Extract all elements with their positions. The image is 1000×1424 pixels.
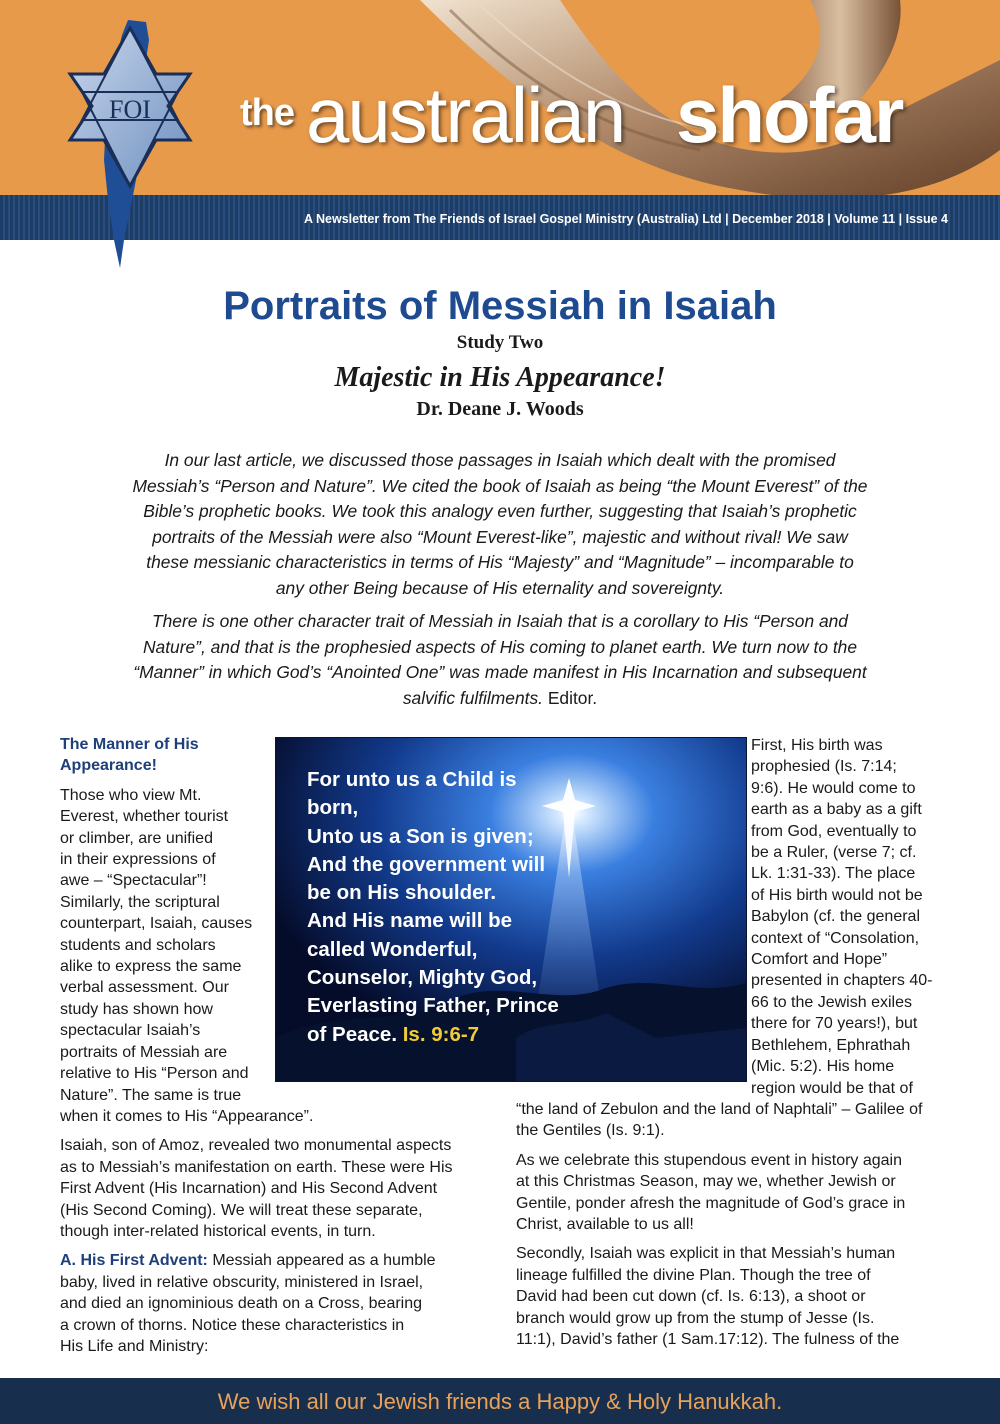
text-line: when it comes to His “Appearance”.	[60, 1107, 314, 1125]
footer-banner	[0, 1378, 1000, 1424]
verse-line: be on His shoulder.	[307, 881, 497, 905]
text-line: Those who view Mt.	[60, 786, 202, 804]
text-line: Christ, available to us all!	[516, 1216, 694, 1234]
text-line: prophesied (Is. 7:14;	[751, 758, 897, 776]
text-line: “the land of Zebulon and the land of Naphtali” – Galilee of	[516, 1101, 923, 1118]
text-line: verbal assessment. Our	[60, 979, 229, 997]
text-line: Lk. 1:31-33). The place	[751, 865, 916, 883]
article-author: Dr. Deane J. Woods	[416, 398, 584, 420]
left-paragraph-3	[60, 1250, 480, 1357]
text-line: earth as a baby as a gift	[751, 801, 922, 819]
text-line: or climber, are unified	[60, 829, 213, 847]
text-line: alike to express the same	[60, 958, 242, 976]
newsletter-info: A Newsletter from The Friends of Israel Gospel Ministry (Australia) Ltd | December 2018 | Volume 11 | Issue 4	[303, 212, 948, 226]
text-line: Babylon (cf. the general	[751, 908, 920, 926]
text-line: First Advent (His Incarnation) and His Second Advent	[60, 1180, 438, 1198]
masthead-title-the: the	[240, 92, 294, 134]
text-line: 11:1), David’s father (1 Sam.17:12). The fulness of the	[516, 1331, 900, 1349]
text-line: the Gentiles (Is. 9:1).	[516, 1122, 665, 1140]
isaiah-verse-image	[275, 737, 747, 1082]
verse-line: And His name will be	[307, 909, 513, 933]
verse-line: Counselor, Mighty God,	[307, 966, 538, 990]
text-line: as to Messiah’s manifestation on earth. These were His	[60, 1158, 453, 1176]
text-line: from God, eventually to	[751, 822, 917, 840]
foi-logo-star-icon	[50, 0, 210, 275]
verse-line: called Wonderful,	[307, 937, 478, 961]
text-line: a crown of thorns. Notice these characteristics in	[60, 1316, 405, 1334]
text-line: lineage fulfilled the divine Plan. Though the tree of	[516, 1266, 871, 1284]
text-line: branch would grow up from the stump of Jesse (Is.	[516, 1309, 875, 1327]
text-line: Messiah appeared as a humble	[207, 1252, 436, 1270]
text-line: be a Ruler, (verse 7; cf.	[751, 844, 917, 862]
right-paragraph-1-continued	[516, 1099, 956, 1142]
text-line: portraits of Messiah are	[60, 1043, 228, 1061]
intro-paragraph-2-text: There is one other character trait of Messiah in Isaiah that is a corollary to His “Person and Nature”, and that is the prophesied aspects of His coming to planet earth. We turn now to the “Manner” in which God’s “Anointed One” was made manifest in His Incarnation and subsequent salvific fulfilments.	[133, 611, 867, 708]
text-line: 66 to the Jewish exiles	[751, 993, 912, 1011]
verse-line: Unto us a Son is given;	[307, 824, 534, 848]
text-line: relative to His “Person and	[60, 1065, 249, 1083]
text-line: David had been cut down (cf. Is. 6:13), a shoot or	[516, 1288, 866, 1306]
masthead-title-shofar: shofar	[676, 71, 903, 159]
intro-paragraph-2	[130, 609, 870, 711]
logo-text: FOI	[109, 95, 151, 124]
text-line: and died an ignominious death on a Cross, bearing	[60, 1295, 423, 1313]
verse-reference: Is. 9:6-7	[402, 1022, 480, 1046]
intro-editor: Editor.	[547, 687, 598, 708]
verse-line: Everlasting Father, Prince	[307, 994, 559, 1018]
right-paragraph-3	[516, 1243, 956, 1350]
text-line: at this Christmas Season, may we, whether Jewish or	[516, 1173, 896, 1191]
text-line: there for 70 years!), but	[751, 1015, 918, 1033]
left-paragraph-2	[60, 1135, 480, 1242]
right-paragraph-2	[516, 1150, 956, 1236]
text-line: Bethlehem, Ephrathah	[751, 1036, 911, 1054]
verse-line: born,	[307, 796, 359, 820]
text-line: awe – “Spectacular”!	[60, 872, 207, 890]
text-line: region would be that of	[751, 1079, 913, 1097]
footer-greeting: We wish all our Jewish friends a Happy & Holy Hanukkah.	[217, 1389, 783, 1414]
text-line: though inter-related historical events, in turn.	[60, 1222, 376, 1240]
text-line: As we celebrate this stupendous event in history again	[516, 1151, 903, 1169]
text-line: Isaiah, son of Amoz, revealed two monumental aspects	[60, 1137, 452, 1155]
article-title: Portraits of Messiah in Isaiah	[223, 284, 777, 328]
article-intro	[130, 448, 870, 719]
verse-line: of Peace.	[307, 1022, 398, 1046]
text-line: of His birth would not be	[751, 886, 923, 904]
article-subtitle: Majestic in His Appearance!	[334, 362, 666, 393]
right-column-top	[751, 735, 951, 1107]
section-heading: The Manner of His Appearance!	[60, 736, 199, 775]
text-line: context of “Consolation,	[751, 929, 920, 947]
text-line: Comfort and Hope”	[751, 951, 888, 969]
right-paragraph-1	[751, 735, 951, 1099]
text-line: study has shown how	[60, 1000, 213, 1018]
text-line: Everest, whether tourist	[60, 808, 229, 826]
text-line: in their expressions of	[60, 851, 216, 869]
text-line: students and scholars	[60, 936, 216, 954]
text-line: spectacular Isaiah’s	[60, 1022, 201, 1040]
text-line: 9:6). He would come to	[751, 779, 916, 797]
verse-line: For unto us a Child is	[307, 768, 517, 791]
article-study: Study Two	[456, 332, 544, 353]
right-column-bottom	[516, 1099, 956, 1358]
text-line: (Mic. 5:2). His home	[751, 1058, 895, 1076]
text-line: Nature”. The same is true	[60, 1086, 242, 1104]
text-line: presented in chapters 40-	[751, 972, 933, 990]
text-line: His Life and Ministry:	[60, 1337, 209, 1355]
text-line: Gentile, ponder afresh the magnitude of God’s grace in	[516, 1194, 906, 1212]
verse-text	[307, 766, 559, 1049]
intro-paragraph-1: In our last article, we discussed those passages in Isaiah which dealt with the promised Messiah’s “Person and Nature”. We cited the book of Isaiah as being “the Mount Everest” of the Bible’s prophetic books. We took this analogy even further, suggesting that Isaiah’s prophetic portraits of the Messiah were also “Mount Everest-like”, majestic and without rival! We saw these messianic characteristics in terms of His “Majesty” and “Magnitude” – incomparable to any other Being because of His eternality and sovereignty.	[132, 450, 868, 598]
text-line: First, His birth was	[751, 737, 883, 754]
text-line: counterpart, Isaiah, causes	[60, 915, 253, 933]
verse-line: And the government will	[307, 852, 546, 876]
masthead-title-australian: australian	[306, 71, 625, 159]
text-line: Similarly, the scriptural	[60, 893, 220, 911]
text-line: Secondly, Isaiah was explicit in that Messiah’s human	[516, 1245, 896, 1263]
text-line: baby, lived in relative obscurity, ministered in Israel,	[60, 1273, 424, 1291]
text-line: (His Second Coming). We will treat these separate,	[60, 1201, 423, 1219]
first-advent-heading: A. His First Advent:	[60, 1252, 208, 1270]
